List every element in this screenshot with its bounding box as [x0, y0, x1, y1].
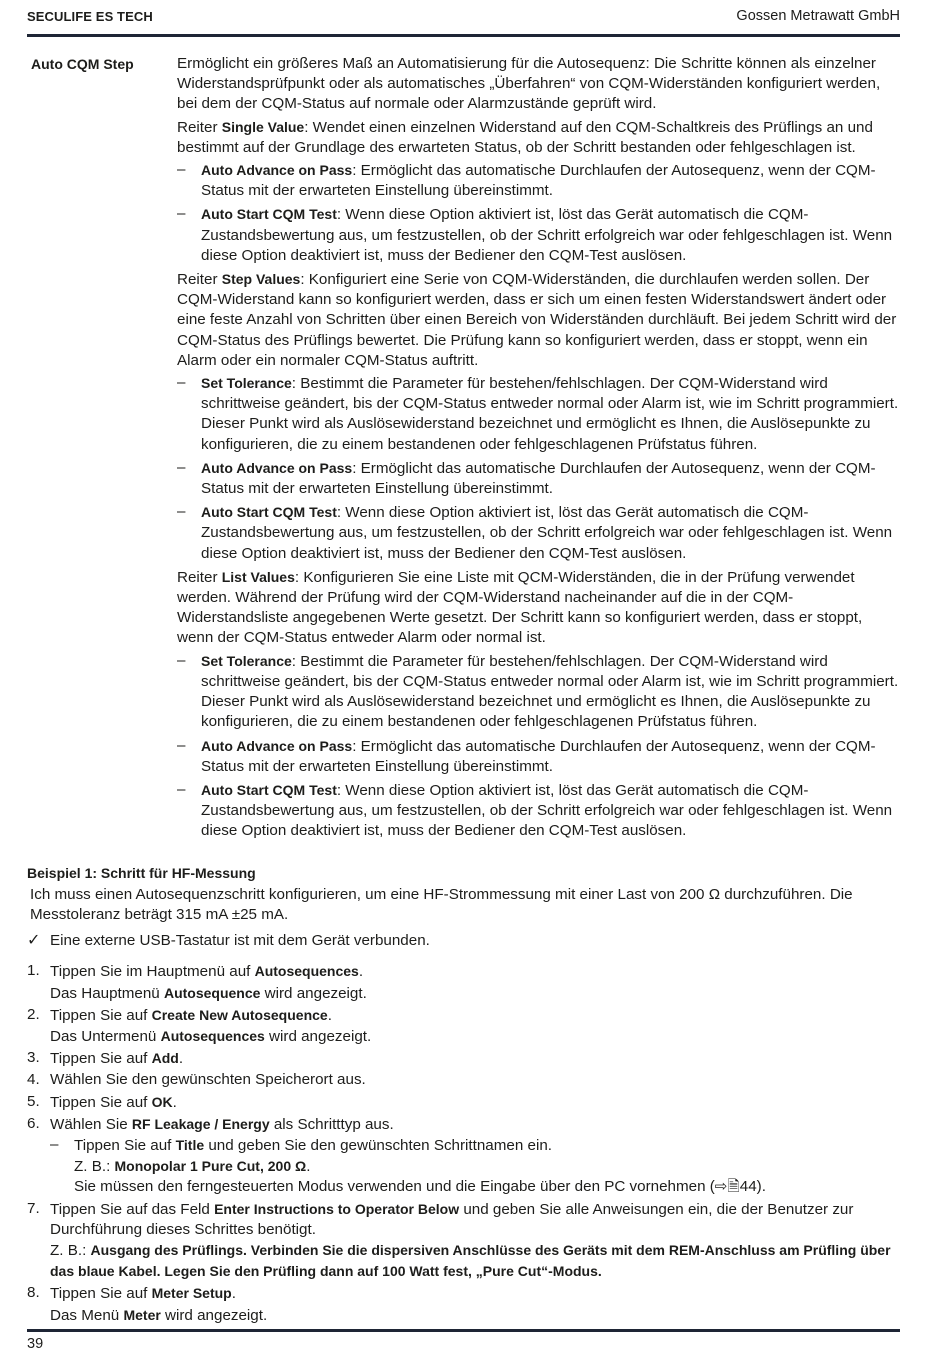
- remote-mode-note: Sie müssen den ferngesteuerten Modus verwenden und die Eingabe über den PC vornehmen (⇨🗎44).: [74, 1178, 766, 1196]
- step-result: Das Menü Meter wird angezeigt.: [50, 1306, 268, 1324]
- step-values-paragraph: Reiter Step Values: Konfiguriert eine Serie von CQM-Widerständen, die durchlaufen werden sollen. Der CQM-Widerstand kann so konfiguriert werden, dass er sich um einen festen Widerstandswert ändert oder eine feste Anzahl von Schritten über einen Bereich von Widerständen durchläuft. Bei jedem Schritt wird der CQM-Status des Prüflings bewertet. Die Prüfung kann so konfiguriert werden, dass er stoppt, wenn ein Alarm oder ein normaler CQM-Status auftritt.: [177, 271, 897, 369]
- prerequisite: [27, 931, 900, 951]
- example-value: Z. B.: Ausgang des Prüflings. Verbinden Sie die dispersiven Anschlüsse des Geräts mit dem REM-Anschluss am Prüfling über das blaue Kabel. Legen Sie den Prüfling dann auf 100 Watt fest, „Pure Cut“-Modus.: [50, 1241, 891, 1280]
- header-company-name: Gossen Metrawatt GmbH: [736, 8, 900, 24]
- single-value-options: [177, 160, 900, 266]
- page-content: [27, 54, 900, 1327]
- step-7: 7. Tippen Sie auf das Feld Enter Instructions to Operator Below und geben Sie alle Anweisungen ein, die der Benutzer zur Durchführung dieses Schrittes benötigt. Z. B.: Ausgang des Prüflings. Verbinden Sie die dispersiven Anschlüsse des Geräts mit dem REM-Anschluss am Prüfling über das blaue Kabel. Legen Sie den Prüfling dann auf 100 Watt fest, „Pure Cut“-Modus.: [27, 1199, 900, 1283]
- header-product-name: SECULIFE ES TECH: [27, 9, 153, 24]
- step-5: 5. Tippen Sie auf OK.: [27, 1092, 177, 1111]
- list-values-keyword: List Values: [221, 568, 295, 585]
- footer-divider: [27, 1329, 900, 1332]
- step-3: 3. Tippen Sie auf Add.: [27, 1049, 184, 1068]
- step-values-options: [177, 373, 900, 564]
- single-value-keyword: Single Value: [221, 118, 305, 135]
- list-item: – Auto Advance on Pass: Ermöglicht das automatische Durchlaufen der Autosequenz, wenn der CQM-Status mit der erwarteten Einstellung übereinstimmt.: [177, 736, 876, 775]
- page-number: 39: [27, 1336, 44, 1352]
- list-item: – Set Tolerance: Bestimmt die Parameter für bestehen/fehlschlagen. Der CQM-Widerstand wird schrittweise geändert, bis der CQM-Status entweder normal oder Alarm ist, wie im Schritt programmiert. Dieser Punkt wird als Auslösewiderstand bezeichnet und ermöglicht es Ihnen, die Auslösepunkte zu konfigurieren, die zu einem bestandenen oder fehlgeschlagenen Prüfstatus führen.: [177, 651, 899, 731]
- list-item: – Auto Advance on Pass: Ermöglicht das automatische Durchlaufen der Autosequenz, wenn der CQM-Status mit der erwarteten Einstellung übereinstimmt.: [177, 161, 876, 200]
- step-list: [27, 961, 900, 1325]
- list-item: – Set Tolerance: Bestimmt die Parameter für bestehen/fehlschlagen. Der CQM-Widerstand wird schrittweise geändert, bis der CQM-Status entweder normal oder Alarm ist, wie im Schritt programmiert. Dieser Punkt wird als Auslösewiderstand bezeichnet und ermöglicht es Ihnen, die Auslösepunkte zu konfigurieren, die zu einem bestandenen oder fehlgeschlagenen Prüfstatus führen.: [177, 374, 899, 453]
- step-8: 8. Tippen Sie auf Meter Setup. Das Menü Meter wird angezeigt.: [27, 1283, 900, 1325]
- example-section: [27, 863, 900, 1326]
- list-item: – Auto Start CQM Test: Wenn diese Option aktiviert ist, löst das Gerät automatisch die CQM-Zustandsbewertung aus, um festzustellen, ob der Schritt erfolgreich war oder fehlgeschlagen ist. Wenn diese Option deaktiviert ist, muss der Bediener den CQM-Test auslösen.: [177, 503, 893, 562]
- list-item: – Auto Start CQM Test: Wenn diese Option aktiviert ist, löst das Gerät automatisch die CQM-Zustandsbewertung aus, um festzustellen, ob der Schritt erfolgreich war oder fehlgeschlagen ist. Wenn diese Option deaktiviert ist, muss der Bediener den CQM-Test auslösen.: [177, 205, 893, 264]
- step-2: 2. Tippen Sie auf Create New Autosequence. Das Untermenü Autosequences wird angezeigt.: [27, 1005, 900, 1047]
- step-result: Das Untermenü Autosequences wird angezeigt.: [50, 1027, 372, 1045]
- definition-block: [27, 54, 900, 845]
- step-6: 6. Wählen Sie RF Leakage / Energy als Schritttyp aus. – Tippen Sie auf Title und geben Sie den gewünschten Schrittnamen ein. Z. B.: Monopolar 1 Pure Cut, 200 Ω. Sie müssen den ferngesteuerten Modus verwenden und die Eingabe über den PC vornehmen (⇨🗎44).: [27, 1114, 900, 1198]
- list-values-paragraph: Reiter List Values: Konfigurieren Sie eine Liste mit QCM-Widerständen, die in der Prüfung verwendet werden. Während der Prüfung wird der CQM-Widerstand nacheinander auf die in der CQM-Widerstandsliste angegebenen Werte gesetzt. Der Schritt kann so konfiguriert werden, dass er stoppt, wenn der CQM-Status entweder Alarm oder normal ist.: [177, 568, 863, 647]
- example-intro: Ich muss einen Autosequenzschritt konfigurieren, um eine HF-Strommessung mit einer Last von 200 Ω durchzuführen. Die Messtoleranz beträgt 315 mA ±25 mA.: [30, 885, 853, 923]
- definition-body: [177, 54, 900, 845]
- step-values-keyword: Step Values: [221, 271, 301, 288]
- step-1: 1. Tippen Sie im Hauptmenü auf Autosequences. Das Hauptmenü Autosequence wird angezeigt.: [27, 961, 900, 1003]
- sub-step: – Tippen Sie auf Title und geben Sie den gewünschten Schrittnamen ein. Z. B.: Monopolar 1 Pure Cut, 200 Ω. Sie müssen den ferngesteuerten Modus verwenden und die Eingabe über den PC vornehmen (⇨🗎44).: [50, 1135, 900, 1198]
- step-result: Das Hauptmenü Autosequence wird angezeigt.: [50, 984, 367, 1002]
- prerequisite-text: Eine externe USB-Tastatur ist mit dem Gerät verbunden.: [50, 932, 430, 950]
- header-divider: [27, 34, 900, 37]
- checkmark-icon: ✓: [27, 932, 41, 950]
- step-4: 4. Wählen Sie den gewünschten Speicherort aus.: [27, 1071, 366, 1089]
- definition-intro: Ermöglicht ein größeres Maß an Automatisierung für die Autosequenz: Die Schritte können als einzelner Widerstandsprüfpunkt oder als automatisches „Überfahren“ von CQM-Widerständen konfiguriert werden, bei dem der CQM-Status auf normale oder Alarmzustände geprüft wird.: [177, 55, 881, 113]
- single-value-paragraph: Reiter Single Value: Wendet einen einzelnen Widerstand auf den CQM-Schaltkreis des Prüflings an und bestimmt auf der Grundlage des erwarteten Status, ob der Schritt bestanden oder fehlgeschlagen ist.: [177, 118, 873, 156]
- example-title: Beispiel 1: Schritt für HF-Messung: [27, 864, 256, 881]
- list-values-options: [177, 651, 900, 842]
- definition-term: Auto CQM Step: [31, 56, 134, 72]
- list-item: – Auto Advance on Pass: Ermöglicht das automatische Durchlaufen der Autosequenz, wenn der CQM-Status mit der erwarteten Einstellung übereinstimmt.: [177, 458, 876, 498]
- page-header: [27, 7, 900, 27]
- list-item: – Auto Start CQM Test: Wenn diese Option aktiviert ist, löst das Gerät automatisch die CQM-Zustandsbewertung aus, um festzustellen, ob der Schritt erfolgreich war oder fehlgeschlagen ist. Wenn diese Option deaktiviert ist, muss der Bediener den CQM-Test auslösen.: [177, 780, 893, 840]
- example-value: Z. B.: Monopolar 1 Pure Cut, 200 Ω.: [74, 1158, 311, 1176]
